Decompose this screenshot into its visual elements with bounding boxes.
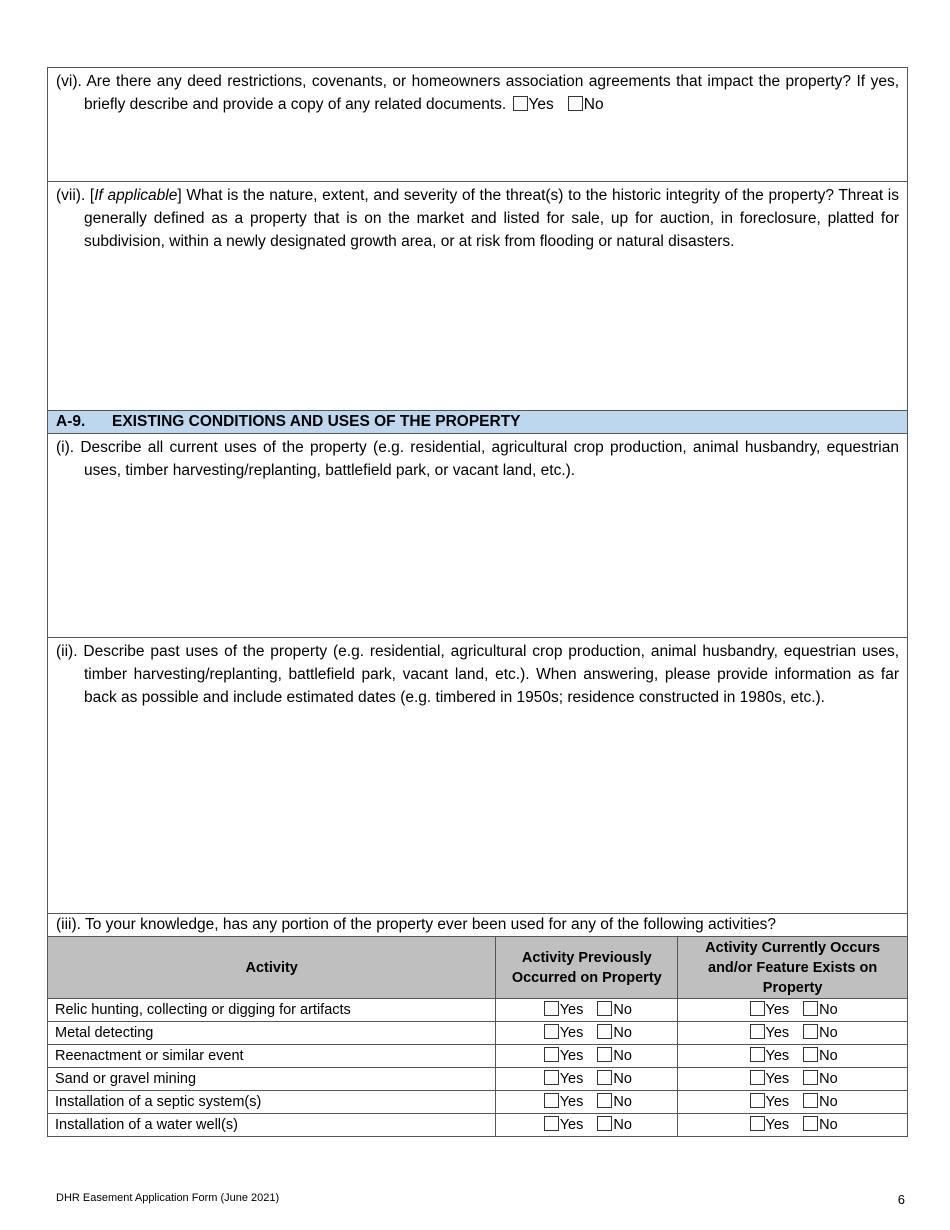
currently-cell (678, 1045, 908, 1068)
footer-page-number: 6 (897, 1192, 905, 1207)
question-ii (47, 637, 908, 914)
previously-no-checkbox[interactable] (597, 1024, 612, 1039)
previously-yes-checkbox[interactable] (544, 1047, 559, 1062)
activity-name: Installation of a water well(s) (48, 1114, 496, 1137)
activities-table (47, 936, 908, 1137)
section-a9-number: A-9. (56, 413, 86, 430)
activity-name: Reenactment or similar event (48, 1045, 496, 1068)
currently-yes-label: Yes (765, 1071, 790, 1087)
currently-yes-label: Yes (765, 1002, 790, 1018)
previously-cell (496, 1114, 678, 1137)
currently-yes-label: Yes (765, 1048, 790, 1064)
previously-no-label: No (613, 1094, 632, 1110)
table-row (48, 1091, 908, 1114)
activity-name: Sand or gravel mining (48, 1068, 496, 1091)
previously-yes-label: Yes (559, 1071, 584, 1087)
previously-no-checkbox[interactable] (597, 1047, 612, 1062)
currently-no-checkbox[interactable] (803, 1070, 818, 1085)
previously-no-label: No (613, 1048, 632, 1064)
currently-no-label: No (819, 1094, 838, 1110)
activity-name: Relic hunting, collecting or digging for artifacts (48, 999, 496, 1022)
question-iii (47, 913, 908, 937)
previously-no-checkbox[interactable] (597, 1093, 612, 1108)
currently-yes-checkbox[interactable] (750, 1093, 765, 1108)
currently-no-checkbox[interactable] (803, 1116, 818, 1131)
question-vi-prefix: (vi). (56, 73, 82, 90)
question-vii (47, 181, 908, 411)
previously-cell (496, 1045, 678, 1068)
previously-yes-label: Yes (559, 1117, 584, 1133)
table-row (48, 1022, 908, 1045)
vi-yes-checkbox[interactable] (513, 96, 528, 111)
currently-cell (678, 1091, 908, 1114)
vi-no-checkbox[interactable] (568, 96, 583, 111)
currently-no-label: No (819, 1071, 838, 1087)
question-vii-prefix: (vii). [ (56, 187, 95, 204)
previously-no-label: No (613, 1025, 632, 1041)
table-row (48, 999, 908, 1022)
section-a9-heading (47, 410, 908, 434)
currently-no-checkbox[interactable] (803, 1024, 818, 1039)
currently-no-checkbox[interactable] (803, 1001, 818, 1016)
question-i-text: Describe all current uses of the property (e.g. residential, agricultural crop production, animal husbandry, equestrian uses, timber harvesting/replanting, battlefield park, or vacant land, etc.). (80, 439, 899, 479)
previously-no-label: No (613, 1117, 632, 1133)
previously-no-checkbox[interactable] (597, 1070, 612, 1085)
previously-no-label: No (613, 1071, 632, 1087)
currently-cell (678, 1114, 908, 1137)
currently-yes-checkbox[interactable] (750, 1047, 765, 1062)
currently-no-label: No (819, 1117, 838, 1133)
footer-form-name: DHR Easement Application Form (June 2021) (56, 1192, 280, 1204)
previously-yes-checkbox[interactable] (544, 1116, 559, 1131)
vi-yes-label: Yes (528, 96, 554, 113)
currently-no-checkbox[interactable] (803, 1047, 818, 1062)
previously-yes-checkbox[interactable] (544, 1070, 559, 1085)
currently-no-label: No (819, 1025, 838, 1041)
previously-yes-checkbox[interactable] (544, 1001, 559, 1016)
previously-yes-label: Yes (559, 1094, 584, 1110)
section-a9-title: EXISTING CONDITIONS AND USES OF THE PROPERTY (112, 413, 521, 430)
previously-cell (496, 1091, 678, 1114)
currently-yes-label: Yes (765, 1094, 790, 1110)
question-iii-text: (iii). To your knowledge, has any portion of the property ever been used for any of the following activities? (56, 916, 777, 933)
currently-cell (678, 1022, 908, 1045)
header-previously: Activity Previously Occurred on Property (496, 937, 678, 999)
table-row (48, 1068, 908, 1091)
question-i-prefix: (i). (56, 439, 75, 456)
currently-yes-checkbox[interactable] (750, 1001, 765, 1016)
currently-no-label: No (819, 1048, 838, 1064)
question-ii-text: Describe past uses of the property (e.g. residential, agricultural crop production, animal husbandry, equestrian uses, timber harvesting/replanting, battlefield park, vacant land, etc.). When answering, please provide information as far back as possible and include estimated dates (e.g. timbered in 1950s; residence constructed in 1980s, etc.). (83, 643, 899, 706)
table-row (48, 1045, 908, 1068)
previously-no-checkbox[interactable] (597, 1116, 612, 1131)
activity-name: Installation of a septic system(s) (48, 1091, 496, 1114)
previously-yes-label: Yes (559, 1048, 584, 1064)
currently-no-checkbox[interactable] (803, 1093, 818, 1108)
previously-yes-checkbox[interactable] (544, 1024, 559, 1039)
currently-yes-checkbox[interactable] (750, 1116, 765, 1131)
previously-yes-label: Yes (559, 1025, 584, 1041)
header-activity: Activity (48, 937, 496, 999)
currently-yes-checkbox[interactable] (750, 1024, 765, 1039)
currently-cell (678, 1068, 908, 1091)
previously-cell (496, 1068, 678, 1091)
currently-yes-label: Yes (765, 1025, 790, 1041)
vi-no-label: No (583, 96, 604, 113)
question-i (47, 433, 908, 638)
previously-yes-checkbox[interactable] (544, 1093, 559, 1108)
question-vi-text: Are there any deed restrictions, covenants, or homeowners association agreements that impact the property? If yes, briefly describe and provide a copy of any related documents. (84, 73, 899, 113)
currently-no-label: No (819, 1002, 838, 1018)
question-vii-italic: If applicable (94, 187, 178, 204)
currently-yes-label: Yes (765, 1117, 790, 1133)
question-vi (47, 67, 908, 182)
table-header-row (48, 937, 908, 999)
previously-no-checkbox[interactable] (597, 1001, 612, 1016)
previously-cell (496, 1022, 678, 1045)
question-vii-text: ] What is the nature, extent, and severity of the threat(s) to the historic integrity of the property? Threat is generally defined as a property that is on the market and listed for sale, up for auction, in foreclosure, platted for subdivision, within a newly designated growth area, or at risk from flooding or natural disasters. (84, 187, 899, 250)
currently-cell (678, 999, 908, 1022)
currently-yes-checkbox[interactable] (750, 1070, 765, 1085)
activity-name: Metal detecting (48, 1022, 496, 1045)
previously-cell (496, 999, 678, 1022)
question-ii-prefix: (ii). (56, 643, 78, 660)
previously-yes-label: Yes (559, 1002, 584, 1018)
previously-no-label: No (613, 1002, 632, 1018)
header-currently: Activity Currently Occurs and/or Feature Exists on Property (678, 937, 908, 999)
table-row (48, 1114, 908, 1137)
